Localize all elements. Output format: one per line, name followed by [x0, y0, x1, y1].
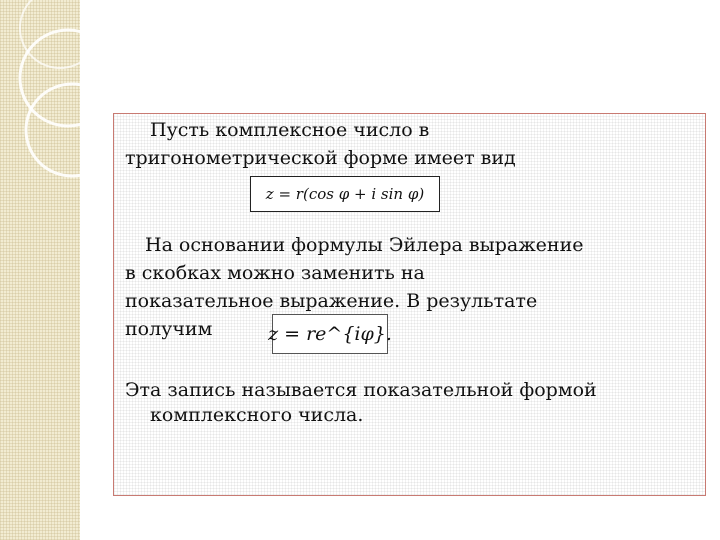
- paragraph2-line3: показательное выражение. В результате: [125, 290, 538, 312]
- formula-trigonometric: [250, 176, 440, 212]
- paragraph1-line1: Пусть комплексное число в: [150, 119, 430, 141]
- formula-exponential: [268, 314, 392, 354]
- formula-trigonometric-text: z = r(cos φ + i sin φ): [265, 185, 425, 203]
- paragraph3-line2: комплексного числа.: [150, 404, 364, 426]
- paragraph2-line2: в скобках можно заменить на: [125, 262, 425, 284]
- paragraph3-line1: Эта запись называется показательной формой: [125, 379, 597, 401]
- decorative-circles-icon: [0, 0, 80, 200]
- paragraph1-line2: тригонометрической форме имеет вид: [125, 147, 516, 169]
- formula-exponential-text: z = re^{iφ}.: [268, 323, 392, 345]
- paragraph2-line4: получим: [125, 318, 213, 340]
- paragraph2-line1: На основании формулы Эйлера выражение: [145, 234, 584, 256]
